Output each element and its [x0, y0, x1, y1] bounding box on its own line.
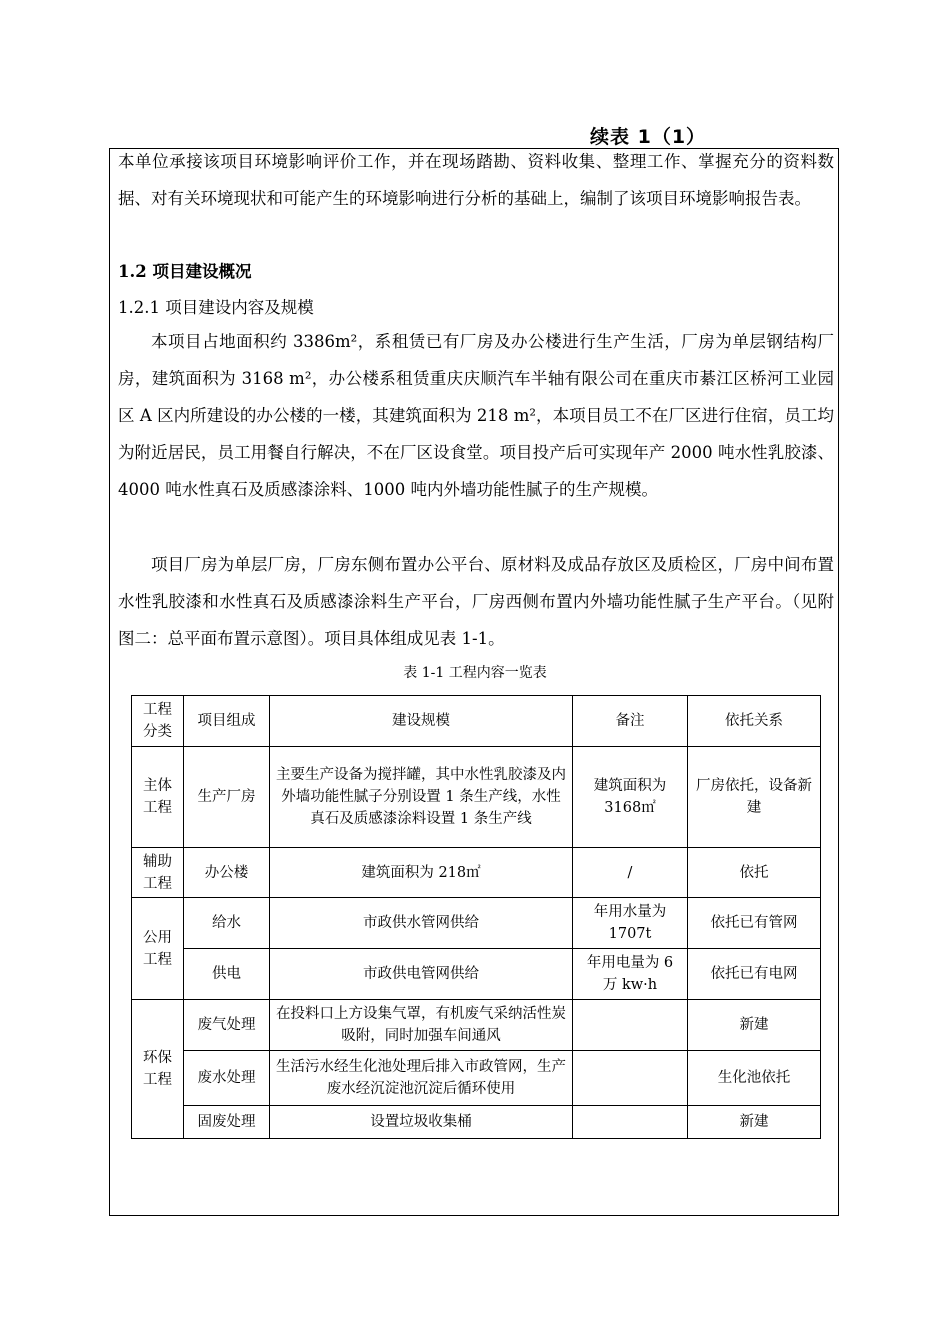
component-cell: 给水: [184, 898, 270, 949]
table-row: [132, 1000, 821, 1051]
category-cell: 辅助工程: [132, 848, 184, 898]
project-composition-table: [131, 695, 821, 1139]
note-cell: [573, 1051, 688, 1106]
component-cell: 固废处理: [184, 1106, 270, 1139]
component-cell: 废水处理: [184, 1051, 270, 1106]
reliance-cell: 依托: [688, 848, 821, 898]
intro-paragraph: 本单位承接该项目环境影响评价工作，并在现场踏勘、资料收集、整理工作、掌握充分的资料数据、对有关环境现状和可能产生的环境影响进行分析的基础上，编制了该项目环境影响报告表。: [118, 152, 834, 208]
header-cell: 备注: [573, 696, 688, 747]
component-cell: 生产厂房: [184, 747, 270, 848]
note-cell: 年用电量为 6 万 kw·h: [573, 949, 688, 1000]
category-cell: 主体工程: [132, 747, 184, 848]
layout-paragraph: 项目厂房为单层厂房，厂房东侧布置办公平台、原材料及成品存放区及质检区，厂房中间布置水性乳胶漆和水性真石及质感漆涂料生产平台，厂房西侧布置内外墙功能性腻子生产平台。（见附图二：总平面布置示意图）。项目具体组成见表 1-1。: [118, 555, 834, 648]
scale-cell: 在投料口上方设集气罩，有机废气采纳活性炭吸附，同时加强车间通风: [270, 1000, 573, 1051]
category-cell: 环保工程: [132, 1000, 184, 1139]
header-cell: 建设规模: [270, 696, 573, 747]
table-row: [132, 949, 821, 1000]
note-cell: /: [573, 848, 688, 898]
scale-cell: 主要生产设备为搅拌罐，其中水性乳胶漆及内外墙功能性腻子分别设置 1 条生产线，水性真石及质感漆涂料设置 1 条生产线: [270, 747, 573, 848]
category-cell: 公用工程: [132, 898, 184, 1000]
reliance-cell: 依托已有管网: [688, 898, 821, 949]
scale-cell: 市政供电管网供给: [270, 949, 573, 1000]
table-row: [132, 1051, 821, 1106]
table-header-row: [132, 696, 821, 747]
component-cell: 供电: [184, 949, 270, 1000]
note-cell: 年用水量为 1707t: [573, 898, 688, 949]
scale-cell: 建筑面积为 218㎡: [270, 848, 573, 898]
scale-cell: 设置垃圾收集桶: [270, 1106, 573, 1139]
reliance-cell: 依托已有电网: [688, 949, 821, 1000]
reliance-cell: 厂房依托，设备新建: [688, 747, 821, 848]
table-row: [132, 747, 821, 848]
header-cell: 项目组成: [184, 696, 270, 747]
header-cell: 工程分类: [132, 696, 184, 747]
scale-cell: 市政供水管网供给: [270, 898, 573, 949]
section-heading: 1.2 项目建设概况: [118, 262, 252, 281]
continued-table-title: 续表 1（1）: [590, 126, 707, 148]
header-cell: 依托关系: [688, 696, 821, 747]
note-cell: [573, 1106, 688, 1139]
table-row: [132, 1106, 821, 1139]
table-row: [132, 898, 821, 949]
reliance-cell: 新建: [688, 1000, 821, 1051]
table-caption: 表 1-1 工程内容一览表: [403, 665, 547, 681]
table-row: [132, 848, 821, 898]
scale-cell: 生活污水经生化池处理后排入市政管网，生产废水经沉淀池沉淀后循环使用: [270, 1051, 573, 1106]
component-cell: 办公楼: [184, 848, 270, 898]
scale-paragraph: 本项目占地面积约 3386m²，系租赁已有厂房及办公楼进行生产生活，厂房为单层钢结构厂房，建筑面积为 3168 m²，办公楼系租赁重庆庆顺汽车半轴有限公司在重庆市綦江区桥河工业园区 A 区内所建设的办公楼的一楼，其建筑面积为 218 m²，本项目员工不在厂区进行住宿，员工均为附近居民，员工用餐自行解决，不在厂区设食堂。项目投产后可实现年产 2000 吨水性乳胶漆、4000 吨水性真石及质感漆涂料、1000 吨内外墙功能性腻子的生产规模。: [118, 332, 834, 499]
note-cell: 建筑面积为 3168㎡: [573, 747, 688, 848]
subsection-heading: 1.2.1 项目建设内容及规模: [118, 298, 314, 317]
note-cell: [573, 1000, 688, 1051]
component-cell: 废气处理: [184, 1000, 270, 1051]
reliance-cell: 新建: [688, 1106, 821, 1139]
reliance-cell: 生化池依托: [688, 1051, 821, 1106]
